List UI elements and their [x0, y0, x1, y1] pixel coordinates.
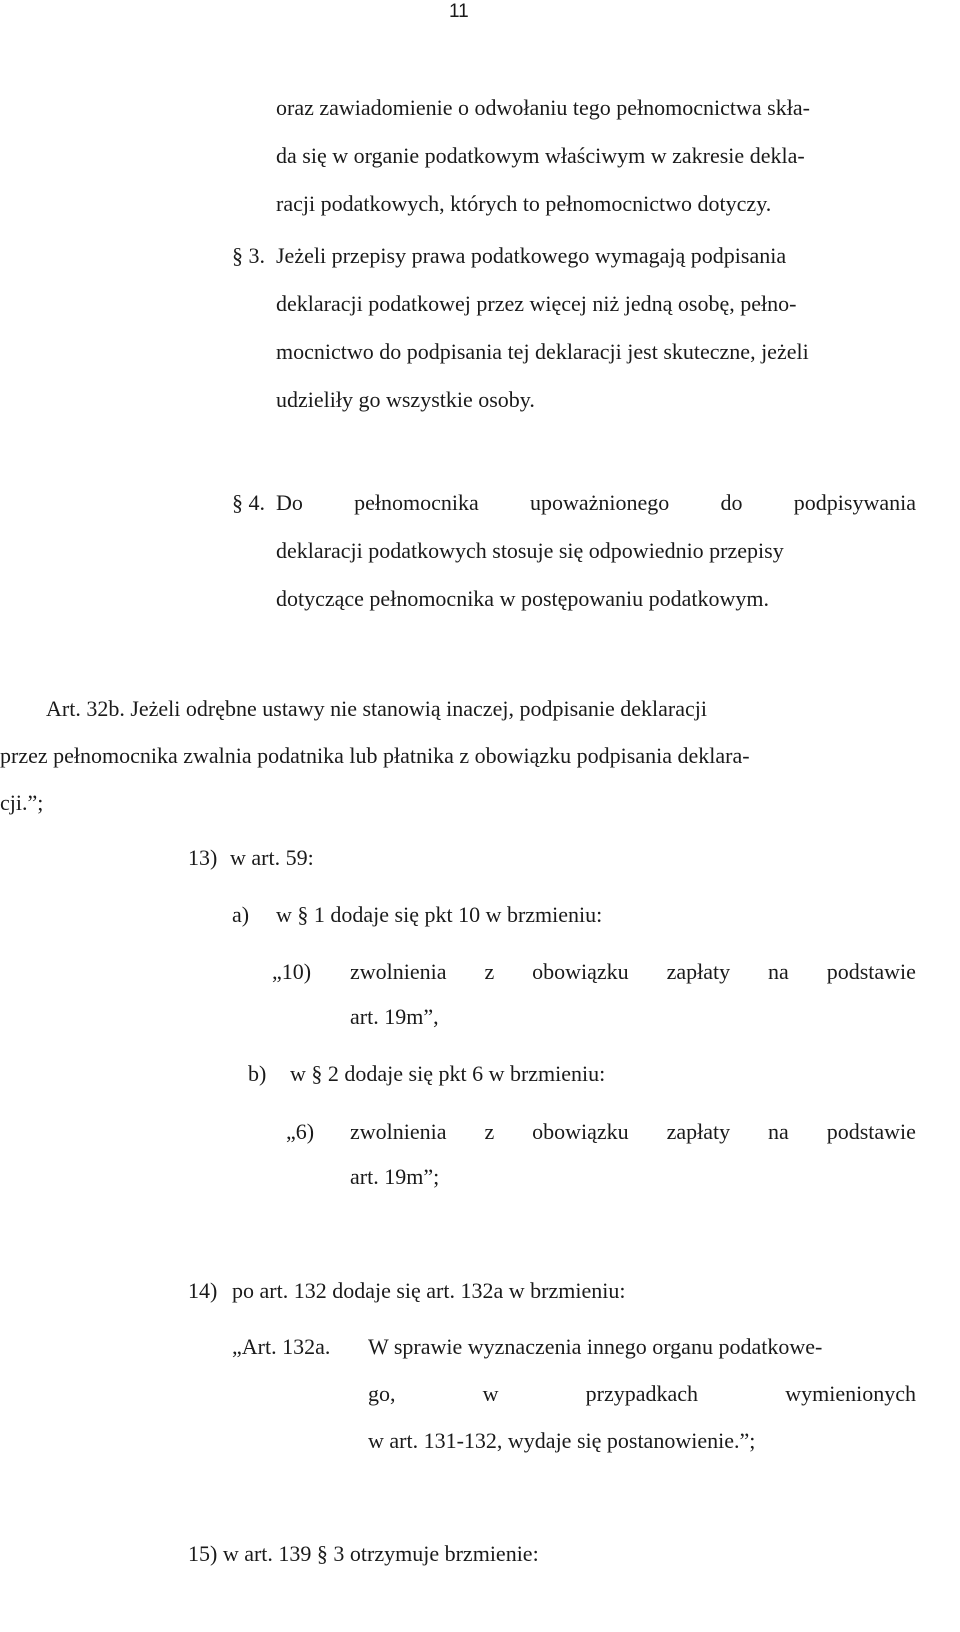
text-line: art. 19m”;	[350, 1164, 440, 1189]
text-line: Jeżeli przepisy prawa podatkowego wymagają podpisania	[276, 243, 787, 268]
text-line: da się w organie podatkowym właściwym w zakresie dekla-	[276, 143, 805, 168]
word: w	[482, 1381, 499, 1406]
word: podstawie	[826, 1119, 916, 1144]
justified-line	[350, 1121, 916, 1143]
justified-line	[368, 1383, 916, 1405]
text-line: cji.”;	[0, 790, 44, 815]
point-number: „10)	[272, 959, 312, 984]
point-number: „6)	[286, 1119, 315, 1144]
item-text: w § 1 dodaje się pkt 10 w brzmieniu:	[276, 902, 603, 927]
page-number: 11	[449, 1, 469, 22]
item-15: 15) w art. 139 § 3 otrzymuje brzmienie:	[188, 1541, 539, 1566]
text-line: udzieliły go wszystkie osoby.	[276, 387, 535, 412]
text-line: art. 19m”,	[350, 1004, 439, 1029]
item-text: po art. 132 dodaje się art. 132a w brzmieniu:	[232, 1278, 626, 1303]
section-label: § 4.	[232, 490, 265, 515]
word: z	[484, 1119, 495, 1144]
word: Do	[276, 490, 303, 515]
word: podpisywania	[793, 490, 916, 515]
text-line: w art. 131-132, wydaje się postanowienie.”;	[368, 1428, 756, 1453]
word: do	[720, 490, 743, 515]
text-line: dotyczące pełnomocnika w postępowaniu podatkowym.	[276, 586, 770, 611]
text-line: W sprawie wyznaczenia innego organu podatkowe-	[368, 1334, 823, 1359]
justified-line	[350, 961, 916, 983]
text-line: oraz zawiadomienie o odwołaniu tego pełnomocnictwa skła-	[276, 95, 810, 120]
word: na	[768, 959, 789, 984]
text-line: deklaracji podatkowych stosuje się odpowiednio przepisy	[276, 538, 784, 563]
text-line: racji podatkowych, których to pełnomocnictwo dotyczy.	[276, 191, 772, 216]
word: podstawie	[826, 959, 916, 984]
word: obowiązku	[532, 959, 629, 984]
article-label: „Art. 132a.	[232, 1334, 331, 1359]
item-text: w § 2 dodaje się pkt 6 w brzmieniu:	[290, 1061, 606, 1086]
word: przypadkach	[585, 1381, 699, 1406]
word: zwolnienia	[350, 959, 447, 984]
item-text: w art. 59:	[230, 845, 314, 870]
word: zapłaty	[666, 1119, 731, 1144]
item-letter: a)	[232, 902, 250, 927]
text-line: mocnictwo do podpisania tej deklaracji jest skuteczne, jeżeli	[276, 339, 809, 364]
section-label: § 3.	[232, 243, 265, 268]
item-number: 13)	[188, 845, 218, 870]
text-line: Art. 32b. Jeżeli odrębne ustawy nie stanowią inaczej, podpisanie deklaracji	[46, 696, 707, 721]
word: wymienionych	[785, 1381, 916, 1406]
text-line: przez pełnomocnika zwalnia podatnika lub płatnika z obowiązku podpisania deklara-	[0, 743, 750, 768]
word: pełnomocnika	[354, 490, 479, 515]
word: na	[768, 1119, 789, 1144]
item-letter: b)	[248, 1061, 267, 1086]
word: go,	[368, 1381, 396, 1406]
word: z	[484, 959, 495, 984]
word: zapłaty	[666, 959, 731, 984]
word: obowiązku	[532, 1119, 629, 1144]
word: zwolnienia	[350, 1119, 447, 1144]
text-line: deklaracji podatkowej przez więcej niż jedną osobę, pełno-	[276, 291, 797, 316]
justified-line	[276, 492, 916, 514]
item-number: 14)	[188, 1278, 218, 1303]
word: upoważnionego	[530, 490, 670, 515]
